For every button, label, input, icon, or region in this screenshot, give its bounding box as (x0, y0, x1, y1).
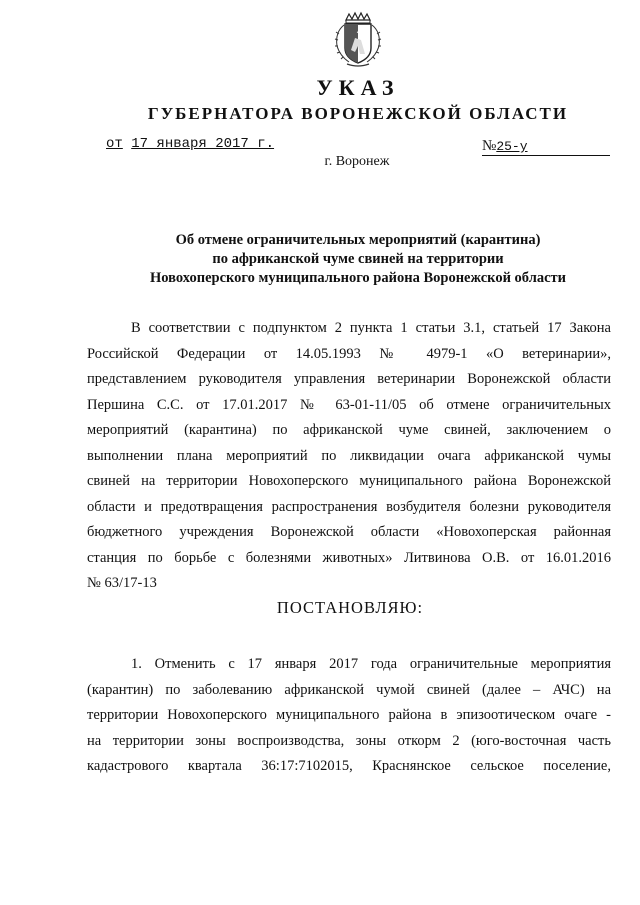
text-line: кадастрового квартала 36:17:7102015, Краснянское сельское поселение, (87, 758, 611, 774)
text-line: выполнении плана мероприятий по ликвидации очага африканской чумы (87, 447, 611, 464)
text-line: территории Новохоперского муниципального района в эпизоотическом очаге - (87, 707, 611, 723)
city: г. Воронеж (324, 154, 390, 169)
item-1-paragraph (87, 652, 611, 780)
heading-line: Новохоперского муниципального района Воронежской области (149, 270, 566, 286)
heading-line: по африканской чуме свиней на территории (212, 251, 504, 267)
text-line: станция по борьбе с болезнями животных» Литвинова О.В. от 16.01.2016 (87, 549, 611, 566)
text-line: бюджетного учреждения Воронежской области «Новохоперская районная (87, 524, 611, 540)
heading-line: Об отмене ограничительных мероприятий (карантина) (175, 232, 541, 248)
decree-word: ПОСТАНОВЛЯЮ: (276, 598, 424, 617)
document-number: №25-у (482, 138, 610, 156)
text-line: 1. Отменить с 17 января 2017 года ограничительные мероприятия (131, 656, 611, 672)
text-line: свиней на территории Новохоперского муниципального района Воронежской (87, 473, 611, 489)
text-line: № 63/17-13 (87, 575, 157, 591)
text-line: представлением руководителя управления ветеринарии Воронежской области (87, 371, 611, 387)
voronezh-coat-of-arms-icon (331, 10, 385, 70)
text-line: области и предотвращения распространения возбудителя болезни руководителя (87, 498, 611, 515)
preamble-paragraph (87, 316, 611, 597)
text-line: (карантин) по заболеванию африканской чумой свиней (далее – АЧС) на (87, 681, 611, 698)
text-line: мероприятий (карантина) по африканской чуме свиней, заключением о (87, 422, 611, 438)
text-line: В соответствии с подпунктом 2 пункта 1 статьи 3.1, статьей 17 Закона (131, 320, 611, 336)
document-type: УКАЗ (316, 75, 400, 100)
issue-date: от 17 января 2017 г. (106, 136, 275, 152)
text-line: на территории зоны воспроизводства, зоны откорм 2 (юго-восточная часть (87, 732, 611, 749)
issuer: ГУБЕРНАТОРА ВОРОНЕЖСКОЙ ОБЛАСТИ (147, 104, 569, 123)
document-heading (80, 231, 636, 288)
text-line: Российской Федерации от 14.05.1993 № 4979-1 «О ветеринарии», (87, 345, 611, 362)
text-line: Першина С.С. от 17.01.2017 № 63-01-11/05 об отмене ограничительных (87, 396, 611, 413)
